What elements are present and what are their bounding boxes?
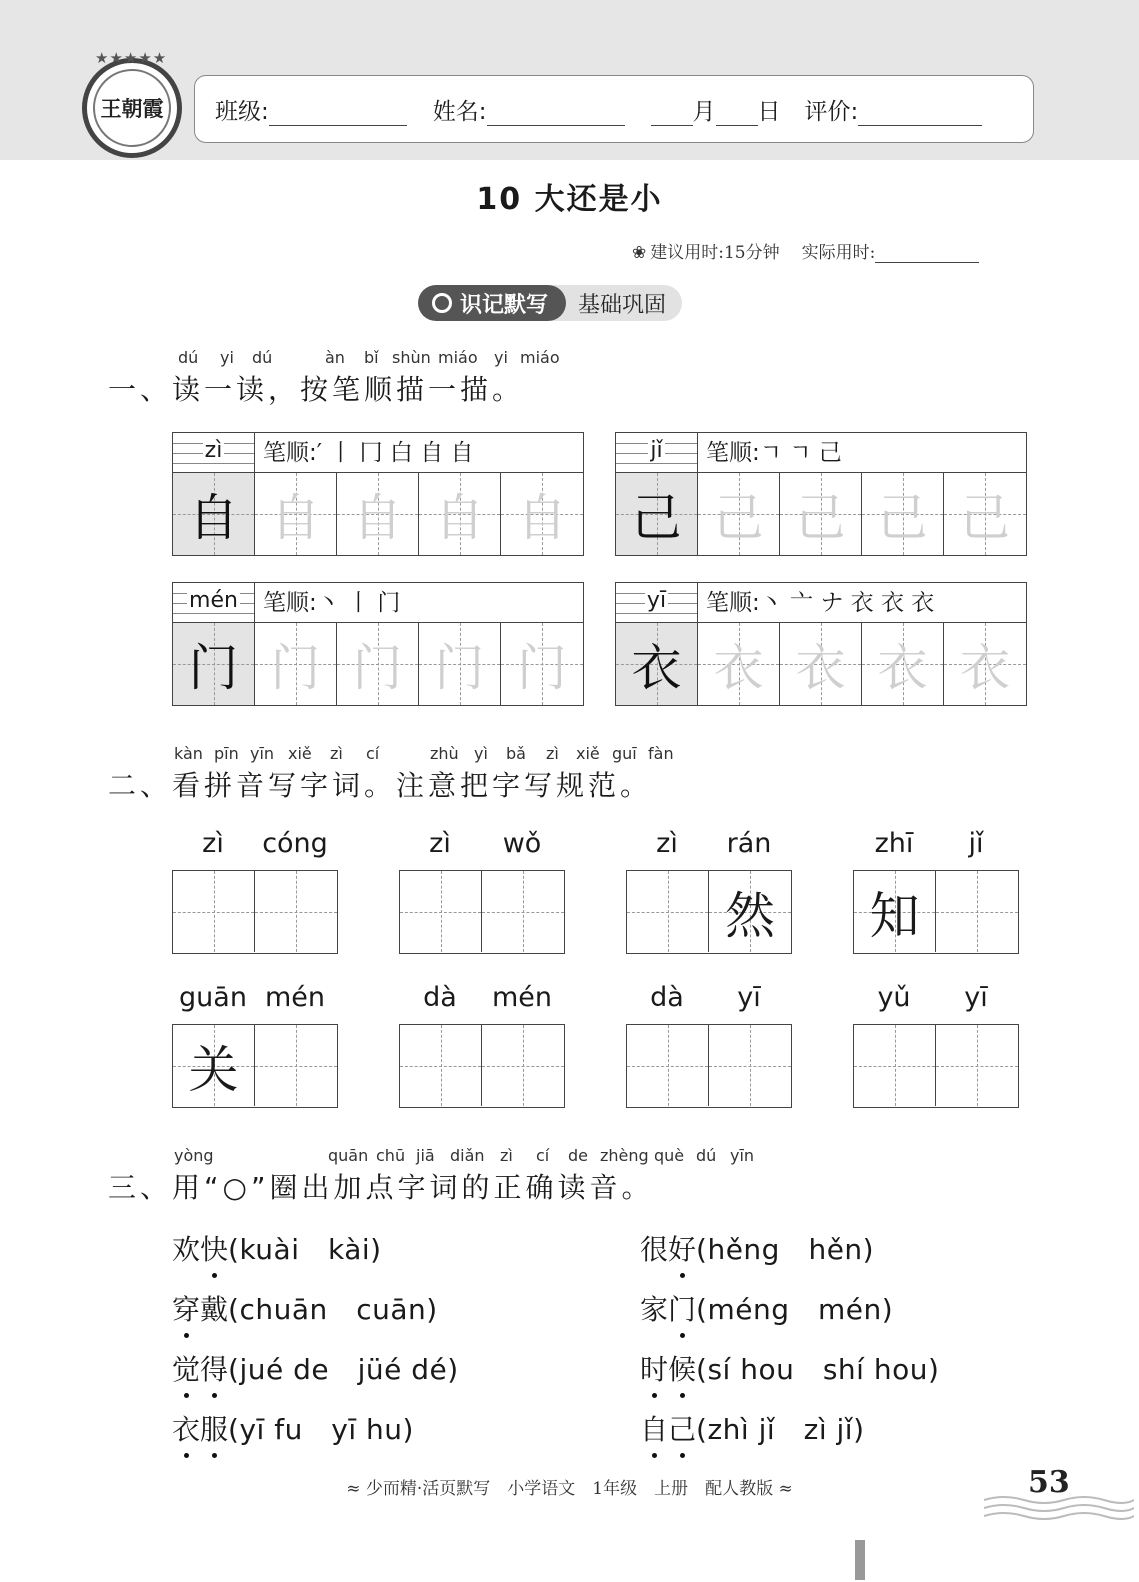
month-label: 月 xyxy=(692,98,716,125)
rating-field xyxy=(805,93,983,126)
actual-time-input-line[interactable] xyxy=(875,243,979,263)
write-cell[interactable] xyxy=(482,871,564,952)
stroke-order: 笔顺:′ 丨 冂 白 自 自 xyxy=(263,440,474,466)
q1-title: 一、读一读，按笔顺描一描。 xyxy=(108,373,525,406)
pinyin: yi xyxy=(494,348,508,367)
publisher-logo xyxy=(82,49,182,158)
q3-pinyin xyxy=(0,1146,1139,1166)
pinyin: àn xyxy=(325,348,345,367)
stroke-order: 笔顺:丶 亠 ナ 衣 衣 衣 xyxy=(706,590,935,616)
stroke-table-header xyxy=(173,583,583,623)
pinyin: jǐ xyxy=(968,828,984,859)
day-input-line[interactable] xyxy=(716,100,758,126)
class-input-line[interactable] xyxy=(269,100,407,126)
pinyin: zì xyxy=(546,744,559,763)
write-cell[interactable] xyxy=(400,871,482,952)
pronunciation-options[interactable]: (chuān cuān) xyxy=(228,1293,438,1326)
trace-cell[interactable]: 己 xyxy=(780,473,862,555)
date-field xyxy=(651,93,781,126)
trace-cell[interactable]: 衣 xyxy=(862,623,944,705)
write-cell[interactable] xyxy=(482,1025,564,1106)
reading-item: 自己(zhì jǐ zì jǐ) xyxy=(640,1408,865,1448)
stroke-table-zi xyxy=(172,432,584,556)
pronunciation-options[interactable]: (méng mén) xyxy=(696,1293,894,1326)
medal-icon xyxy=(432,293,452,313)
trace-cell[interactable]: 己 xyxy=(862,473,944,555)
pinyin: shùn xyxy=(392,348,431,367)
class-field xyxy=(215,93,407,126)
pinyin: miáo xyxy=(520,348,560,367)
pinyin: zì xyxy=(202,828,224,859)
star-icon: ★★★★★ xyxy=(95,49,168,67)
q3-title: 三、用“○”圈出加点字词的正确读音。 xyxy=(108,1171,654,1204)
model-char-cell: 衣 xyxy=(616,623,698,705)
student-info-box xyxy=(194,75,1034,143)
pinyin: xiě xyxy=(288,744,312,763)
pinyin: zì xyxy=(429,828,451,859)
trace-cell[interactable]: 衣 xyxy=(780,623,862,705)
pronunciation-options[interactable]: (sí hou shí hou) xyxy=(696,1353,940,1386)
stroke-table-yi xyxy=(615,582,1027,706)
q2-title: 二、看拼音写字词。注意把字写规范。 xyxy=(108,769,653,802)
char-pinyin: yī xyxy=(616,583,698,623)
rating-input-line[interactable] xyxy=(858,100,982,126)
trace-cell[interactable]: 衣 xyxy=(698,623,780,705)
write-cell[interactable]: 关 xyxy=(173,1025,255,1106)
trace-cell[interactable]: 门 xyxy=(419,623,501,705)
stroke-table-header xyxy=(616,583,1026,623)
class-label: 班级: xyxy=(215,98,269,125)
write-cell[interactable] xyxy=(854,1025,936,1106)
page-number: 53 xyxy=(1028,1465,1070,1500)
scrollbar[interactable] xyxy=(855,1540,865,1580)
trace-cell[interactable]: 门 xyxy=(337,623,419,705)
pinyin: dà xyxy=(423,982,457,1013)
pinyin: yòng xyxy=(174,1146,214,1165)
pinyin: dà xyxy=(650,982,684,1013)
write-cell[interactable] xyxy=(627,871,709,952)
trace-cell[interactable]: 自 xyxy=(419,473,501,555)
reading-item: 时候(sí hou shí hou) xyxy=(640,1348,939,1388)
pinyin: mén xyxy=(491,982,553,1013)
trace-cell[interactable]: 己 xyxy=(944,473,1026,555)
stroke-order: 笔顺:丶 丨 门 xyxy=(263,590,401,616)
suggested-time: 建议用时:15分钟 xyxy=(650,243,780,263)
pinyin: kàn xyxy=(174,744,203,763)
pinyin: fàn xyxy=(648,744,674,763)
trace-cell[interactable]: 自 xyxy=(255,473,337,555)
pinyin: wǒ xyxy=(502,828,542,859)
pronunciation-options[interactable]: (jué de jüé dé) xyxy=(228,1353,459,1386)
word-writing-group xyxy=(853,828,1019,945)
pinyin: pīn xyxy=(214,744,239,763)
pinyin: yīn xyxy=(730,1146,755,1165)
pinyin: zì xyxy=(656,828,678,859)
reading-item: 穿戴(chuān cuān) xyxy=(172,1288,438,1328)
pinyin: de xyxy=(568,1146,588,1165)
name-input-line[interactable] xyxy=(487,100,625,126)
q1-pinyin xyxy=(0,348,1139,368)
pinyin: yīn xyxy=(250,744,275,763)
pinyin: yi xyxy=(220,348,234,367)
logo-text: 王朝霞 xyxy=(93,69,171,147)
model-char-cell: 自 xyxy=(173,473,255,555)
trace-cell[interactable]: 自 xyxy=(501,473,583,555)
pinyin: zì xyxy=(500,1146,513,1165)
pinyin: guī xyxy=(612,744,637,763)
write-cell[interactable] xyxy=(627,1025,709,1106)
section-badge-secondary: 基础巩固 xyxy=(548,285,682,321)
day-label: 日 xyxy=(757,98,781,125)
pronunciation-options[interactable]: (zhì jǐ zì jǐ) xyxy=(696,1413,865,1446)
stroke-table-header xyxy=(616,433,1026,473)
word-writing-group xyxy=(626,828,792,945)
word-writing-group xyxy=(172,828,338,862)
reading-item: 家门(méng mén) xyxy=(640,1288,893,1328)
write-cell[interactable]: 然 xyxy=(709,871,791,952)
pinyin: yī xyxy=(964,982,988,1013)
reading-item: 很好(hěng hěn) xyxy=(640,1228,874,1268)
write-cell[interactable] xyxy=(255,871,337,952)
trace-cell[interactable]: 门 xyxy=(501,623,583,705)
pinyin: yǔ xyxy=(877,982,911,1013)
actual-time-label: 实际用时: xyxy=(801,243,876,263)
footer-text: ≈ 少而精·活页默写 小学语文 1年级 上册 配人教版 ≈ xyxy=(346,1479,793,1499)
pinyin: yì xyxy=(474,744,488,763)
word-writing-group xyxy=(853,982,1019,1016)
pinyin: què xyxy=(654,1146,685,1165)
pinyin: mén xyxy=(264,982,326,1013)
section-badge-primary xyxy=(418,285,566,321)
pinyin: bǎ xyxy=(506,744,526,763)
rating-label: 评价: xyxy=(804,98,859,125)
char-pinyin: jǐ xyxy=(616,433,698,473)
pinyin: cí xyxy=(366,744,380,763)
pronunciation-options[interactable]: (yī fu yī hu) xyxy=(228,1413,414,1446)
pinyin: bǐ xyxy=(364,348,379,367)
name-field xyxy=(433,93,625,126)
model-char-cell: 门 xyxy=(173,623,255,705)
pinyin: dú xyxy=(178,348,199,367)
stroke-order: 笔顺:ㄱ ㄱ 己 xyxy=(706,440,842,466)
reading-item: 衣服(yī fu yī hu) xyxy=(172,1408,414,1448)
pinyin: zhù xyxy=(430,744,459,763)
pronunciation-options[interactable]: (kuài kài) xyxy=(228,1233,382,1266)
write-cell[interactable] xyxy=(255,1025,337,1106)
write-cell[interactable] xyxy=(400,1025,482,1106)
flower-icon: ❀ xyxy=(632,243,647,263)
pinyin: yī xyxy=(737,982,761,1013)
trace-cell[interactable]: 自 xyxy=(337,473,419,555)
section-badge xyxy=(418,285,682,321)
write-cell[interactable] xyxy=(936,871,1018,952)
write-cell[interactable] xyxy=(709,1025,791,1106)
stroke-table-header xyxy=(173,433,583,473)
pinyin: diǎn xyxy=(450,1146,485,1165)
reading-item: 觉得(jué de jüé dé) xyxy=(172,1348,459,1388)
word-writing-group xyxy=(626,982,792,1016)
trace-cell[interactable]: 衣 xyxy=(944,623,1026,705)
write-cell[interactable] xyxy=(936,1025,1018,1106)
pinyin: quān xyxy=(328,1146,369,1165)
pinyin: dú xyxy=(252,348,273,367)
trace-cell[interactable]: 门 xyxy=(255,623,337,705)
pinyin: cóng xyxy=(262,828,328,859)
word-writing-group xyxy=(172,982,338,1099)
section-badge-left: 识记默写 xyxy=(460,292,549,318)
time-line xyxy=(632,238,1037,263)
pinyin: dú xyxy=(696,1146,717,1165)
pinyin: zhèng xyxy=(600,1146,649,1165)
pinyin: guān xyxy=(179,982,247,1013)
model-char-cell: 己 xyxy=(616,473,698,555)
write-cell[interactable] xyxy=(173,871,255,952)
trace-cell[interactable]: 己 xyxy=(698,473,780,555)
word-writing-group xyxy=(399,982,565,1016)
char-pinyin: zì xyxy=(173,433,255,473)
stroke-table-ji xyxy=(615,432,1027,556)
char-pinyin: mén xyxy=(173,583,255,623)
pronunciation-options[interactable]: (hěng hěn) xyxy=(696,1233,875,1266)
wave-decoration-icon xyxy=(984,1490,1134,1530)
name-label: 姓名: xyxy=(432,98,487,125)
pinyin: zhī xyxy=(874,828,914,859)
pinyin: jiā xyxy=(416,1146,435,1165)
q2-pinyin xyxy=(0,744,1139,764)
pinyin: zì xyxy=(330,744,343,763)
month-input-line[interactable] xyxy=(651,100,693,126)
pinyin: miáo xyxy=(438,348,478,367)
pinyin: xiě xyxy=(576,744,600,763)
word-writing-group xyxy=(399,828,565,862)
lesson-title: 10 大还是小 xyxy=(476,182,663,217)
stroke-table-men xyxy=(172,582,584,706)
pinyin: rán xyxy=(726,828,772,859)
pinyin: chū xyxy=(376,1146,406,1165)
reading-item: 欢快(kuài kài) xyxy=(172,1228,382,1268)
write-cell[interactable]: 知 xyxy=(854,871,936,952)
pinyin: cí xyxy=(536,1146,550,1165)
